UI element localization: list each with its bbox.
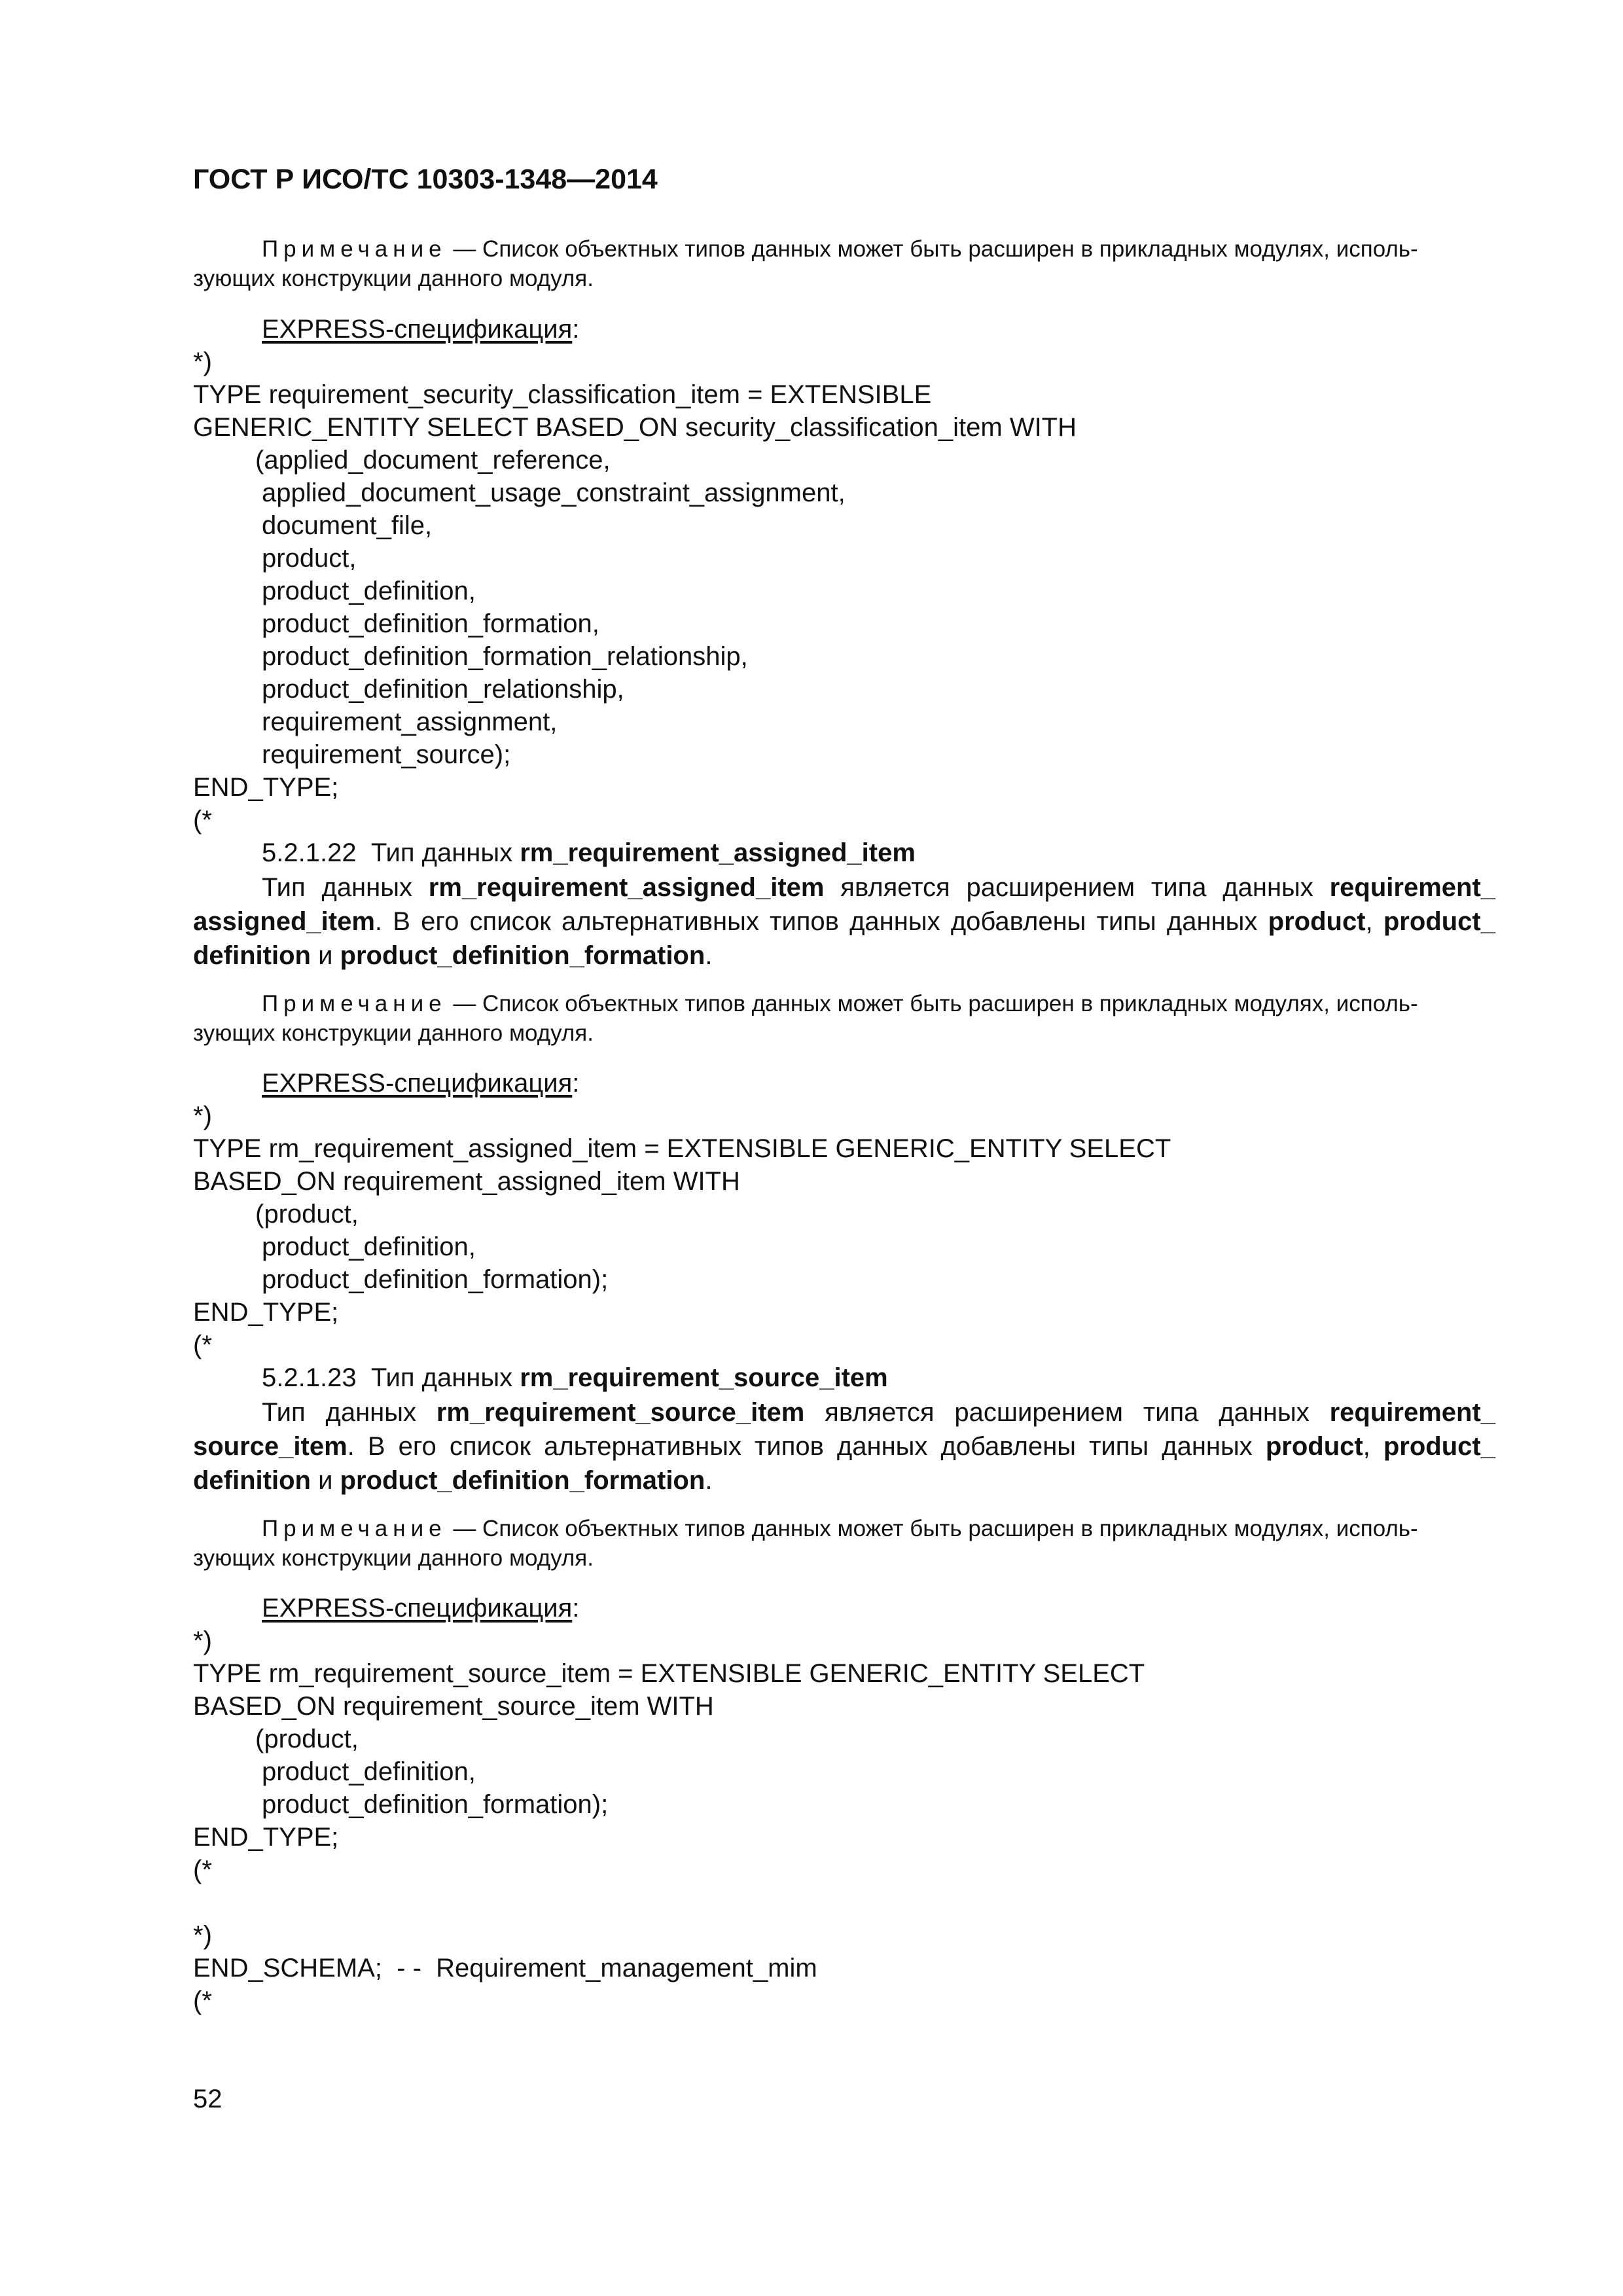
- express-spec-heading-1: [262, 313, 579, 346]
- code-close: (*: [193, 1986, 212, 2015]
- code-end: END_TYPE;: [193, 1298, 339, 1327]
- note-label: Примечание: [262, 236, 447, 262]
- code-open: *): [193, 1626, 212, 1655]
- express-spec-label: EXPRESS-спецификация: [262, 315, 573, 344]
- note-2-cont: зующих конструкции данного модуля.: [193, 1020, 594, 1046]
- code-item: product,: [262, 544, 357, 573]
- section-title-prefix: Тип данных: [370, 1363, 520, 1392]
- note-3: Примечание — Список объектных типов данных может быть расширен в прикладных модулях, исполь-: [262, 1516, 1418, 1541]
- code-item: product_definition,: [262, 577, 476, 605]
- code-item: product_definition_relationship,: [262, 675, 624, 704]
- note-dash: —: [446, 236, 483, 262]
- code-item: requirement_assignment,: [262, 708, 558, 736]
- note-1: [262, 235, 1418, 264]
- section-22-paragraph: Тип данных rm_requirement_assigned_item является расширением типа данных requirement_ assigned_item. В его список альтернативных типов данных добавлены типы данных product, product_ definition и product_definition_formation.: [193, 873, 1496, 970]
- code-item: product_definition,: [262, 1757, 476, 1786]
- code-item: document_file,: [262, 511, 433, 540]
- code-item: applied_document_usage_constraint_assignment,: [262, 478, 846, 507]
- colon: :: [572, 315, 580, 344]
- code-item: product_definition_formation);: [262, 1790, 609, 1819]
- section-title-name: rm_requirement_assigned_item: [520, 838, 916, 867]
- express-spec-heading-2: EXPRESS-спецификация:: [262, 1069, 580, 1098]
- code-item: product_definition_formation,: [262, 609, 599, 638]
- code-open: *): [193, 1921, 212, 1950]
- section-number: 5.2.1.22: [262, 838, 357, 867]
- section-heading-23: [262, 1361, 888, 1394]
- code-open: *): [193, 348, 212, 376]
- code-item: product_definition_formation_relationship,: [262, 642, 748, 671]
- note-text: Список объектных типов данных может быть расширен в прикладных модулях, исполь-: [482, 236, 1418, 262]
- code-line: TYPE rm_requirement_source_item = EXTENSIBLE GENERIC_ENTITY SELECT: [193, 1659, 1145, 1688]
- code-line: BASED_ON requirement_source_item WITH: [193, 1692, 714, 1721]
- code-close: (*: [193, 1331, 212, 1359]
- express-spec-heading-3: EXPRESS-спецификация:: [262, 1594, 580, 1623]
- end-schema-line: END_SCHEMA; - - Requirement_management_mim: [193, 1954, 817, 1982]
- section-title-name: rm_requirement_source_item: [520, 1363, 888, 1392]
- code-line: TYPE rm_requirement_assigned_item = EXTENSIBLE GENERIC_ENTITY SELECT: [193, 1134, 1171, 1163]
- code-end: END_TYPE;: [193, 773, 339, 802]
- code-line: BASED_ON requirement_assigned_item WITH: [193, 1167, 740, 1196]
- section-23-paragraph: Тип данных rm_requirement_source_item является расширением типа данных requirement_ source_item. В его список альтернативных типов данных добавлены типы данных product, product_ definition и product_definition_formation.: [193, 1398, 1496, 1495]
- code-item: requirement_source);: [262, 740, 511, 769]
- code-close: (*: [193, 1856, 212, 1884]
- code-item: (applied_document_reference,: [255, 446, 611, 475]
- note-3-cont: зующих конструкции данного модуля.: [193, 1545, 594, 1571]
- code-close: (*: [193, 806, 212, 834]
- code-end: END_TYPE;: [193, 1823, 339, 1852]
- code-open: *): [193, 1102, 212, 1130]
- section-heading-22: [262, 836, 916, 869]
- section-number: 5.2.1.23: [262, 1363, 357, 1392]
- note-1-cont: зующих конструкции данного модуля.: [193, 266, 594, 291]
- section-title-prefix: Тип данных: [370, 838, 520, 867]
- code-line: GENERIC_ENTITY SELECT BASED_ON security_classification_item WITH: [193, 413, 1077, 442]
- document-header: ГОСТ Р ИСО/ТС 10303-1348—2014: [193, 164, 658, 195]
- code-item: product_definition_formation);: [262, 1265, 609, 1294]
- code-item: (product,: [255, 1725, 359, 1753]
- code-item: (product,: [255, 1200, 359, 1229]
- code-line: TYPE requirement_security_classification_item = EXTENSIBLE: [193, 380, 932, 409]
- code-item: product_definition,: [262, 1232, 476, 1261]
- note-2: Примечание — Список объектных типов данных может быть расширен в прикладных модулях, исполь-: [262, 991, 1418, 1016]
- page-number: 52: [193, 2085, 223, 2113]
